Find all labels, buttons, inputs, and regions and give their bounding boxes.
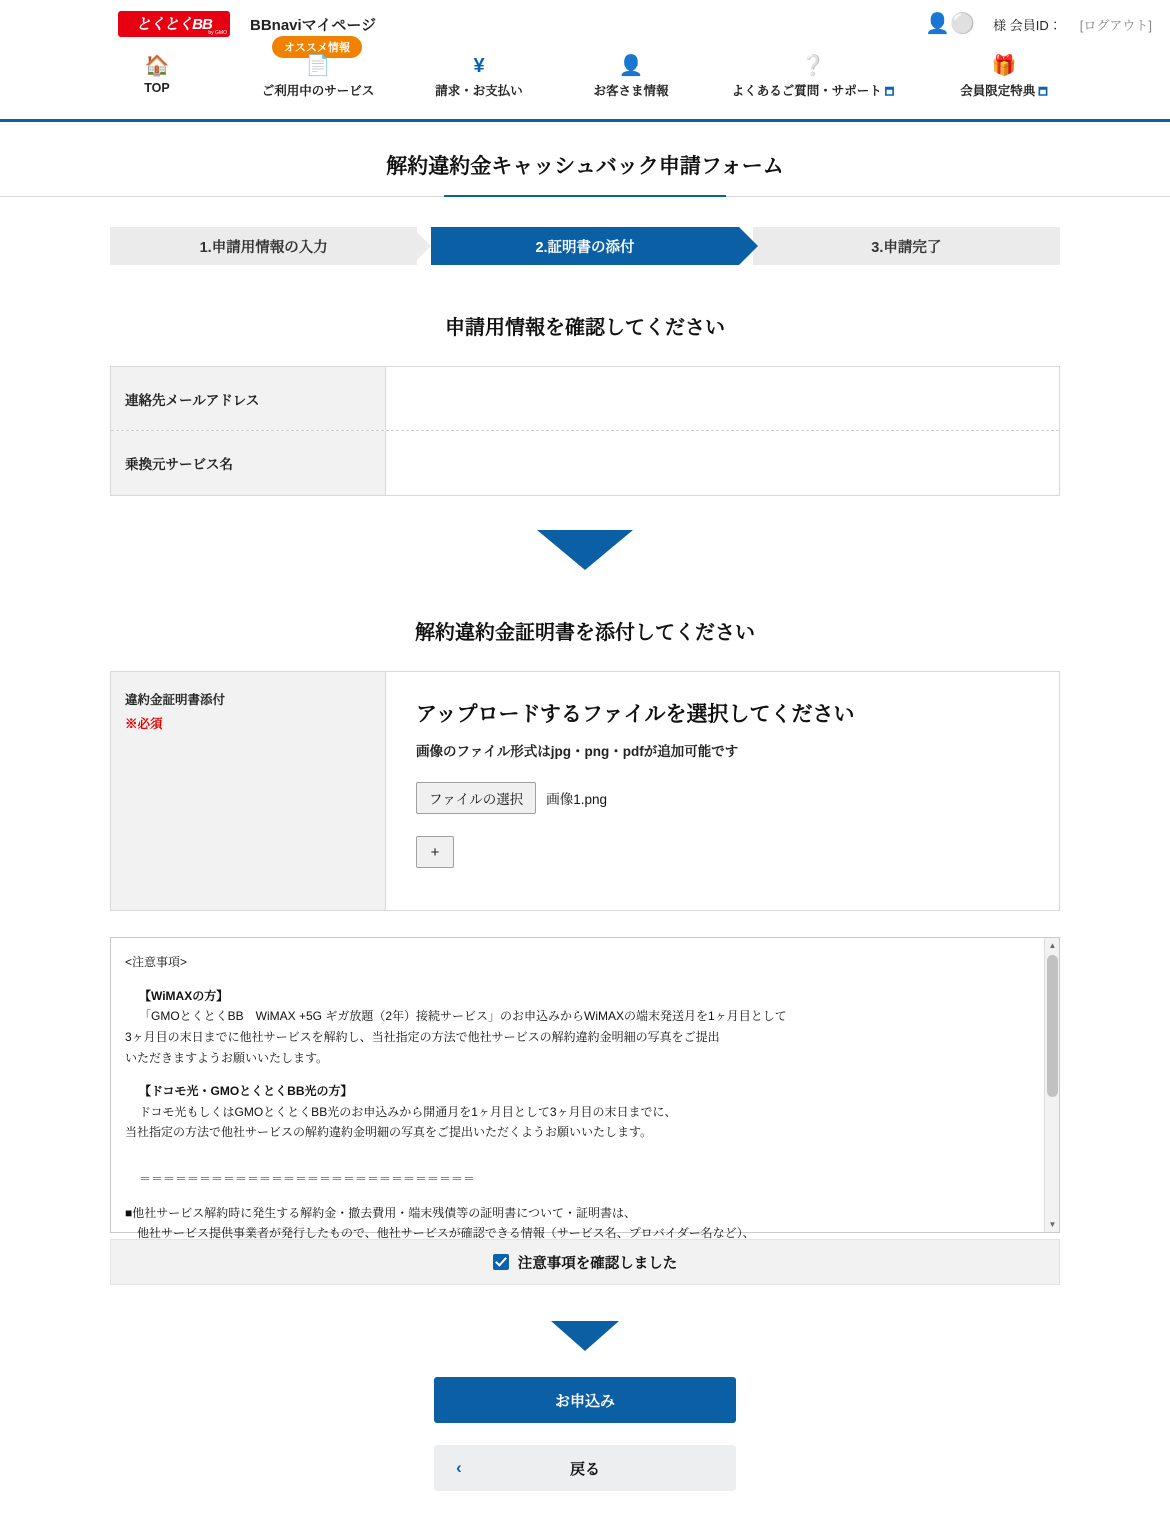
nav-label: TOP	[144, 81, 170, 95]
global-nav	[0, 42, 1170, 122]
nav-label: 会員限定特典 🗖	[960, 84, 1048, 98]
logout-link[interactable]: [ログアウト]	[1079, 17, 1152, 33]
osusume-badge: オススメ情報	[272, 36, 362, 58]
nav-item-billing[interactable]	[403, 48, 555, 119]
logo-subtext: by GMO	[208, 30, 227, 36]
notes-line: 当社指定の方法で他社サービスの解約違約金明細の写真をご提出いただくようお願いいたします。	[125, 1125, 653, 1140]
header-right	[925, 0, 1152, 48]
scroll-down-icon[interactable]: ▼	[1048, 1220, 1057, 1229]
notes-line: 他社サービス提供事業者が発行したもので、他社サービスが確認できる情報（サービス名、プロバイダー名など）、	[125, 1226, 755, 1241]
logo-text: とくとくBB	[136, 15, 212, 33]
confirm-section-heading: 申請用情報を確認してください	[445, 317, 725, 339]
row-label: 乗換元サービス名	[111, 431, 386, 495]
notes-confirm-label: 注意事項を確認しました	[517, 1255, 678, 1272]
table-row	[111, 431, 1059, 495]
notes-content	[111, 938, 1059, 1241]
submit-button[interactable]: お申込み	[434, 1377, 736, 1423]
scroll-up-icon[interactable]: ▲	[1048, 941, 1057, 950]
upload-heading: アップロードするファイルを選択してください	[416, 703, 855, 726]
nav-item-member-benefits[interactable]	[919, 48, 1089, 119]
user-circle-icon: 👤	[618, 55, 644, 77]
file-input-row	[416, 782, 1029, 814]
nav-label: お客さま情報	[593, 84, 669, 98]
nav-item-top[interactable]	[81, 48, 233, 119]
scrollbar-thumb[interactable]	[1047, 955, 1058, 1097]
notes-block-head: 【WiMAXの方】	[139, 988, 229, 1003]
notes-confirm-checkbox[interactable]	[493, 1254, 509, 1270]
page-title: 解約違約金キャッシュバック申請フォーム	[386, 155, 784, 178]
nav-label: よくあるご質問・サポート 🗖	[731, 84, 895, 98]
step-1: 1.申請用情報の入力	[110, 227, 417, 265]
notes-line: いただきますようお願いいたします。	[125, 1050, 329, 1065]
notes-confirm-bar[interactable]	[110, 1239, 1060, 1285]
row-value	[386, 431, 1059, 495]
nav-label: 請求・お支払い	[435, 84, 523, 98]
add-file-button[interactable]: +	[416, 836, 454, 868]
upload-section	[110, 671, 1060, 911]
gift-icon: 🎁	[991, 55, 1017, 77]
notes-title: <注意事項>	[125, 955, 188, 969]
notes-scrollbar[interactable]	[1044, 938, 1059, 1232]
step-3: 3.申請完了	[753, 227, 1060, 265]
upload-note: 画像のファイル形式はjpg・png・pdfが追加可能です	[416, 744, 739, 759]
nav-item-faq-support[interactable]	[707, 48, 919, 119]
application-info-table	[110, 366, 1060, 496]
chevron-left-icon: ‹	[456, 1458, 462, 1477]
site-title: BBnaviマイページ	[250, 16, 377, 34]
row-value	[386, 367, 1059, 430]
site-header	[0, 0, 1170, 48]
step-indicator	[110, 227, 1060, 265]
notes-line: ドコモ光もしくはGMOとくとくBB光のお申込みから開通月を1ヶ月目として3ヶ月目の末日までに、	[139, 1104, 677, 1119]
upload-body	[386, 672, 1059, 910]
table-row	[111, 367, 1059, 431]
choose-file-button[interactable]: ファイルの選択	[416, 782, 536, 814]
notes-scroll-area[interactable]	[110, 937, 1060, 1241]
back-button-label: 戻る	[569, 1460, 600, 1478]
question-circle-icon: ❔	[800, 55, 826, 77]
member-id-label: 様 会員ID：	[993, 17, 1062, 33]
notes-line: 3ヶ月目の末日までに他社サービスを解約し、当社指定の方法で他社サービスの解約違約金明細の写真をご提出	[125, 1029, 720, 1044]
notes-line: 「GMOとくとくBB WiMAX +5G ギガ放題（2年）接続サービス」のお申込みからWiMAXの端末発送月を1ヶ月目として	[139, 1009, 787, 1024]
logo[interactable]	[118, 11, 230, 37]
back-button[interactable]	[434, 1445, 736, 1491]
upload-row-label	[111, 672, 386, 910]
down-arrow-decoration-2	[551, 1321, 619, 1351]
page-title-area	[0, 122, 1170, 197]
user-circle-icon[interactable]: 👤⚪	[925, 13, 976, 35]
step-2: 2.証明書の添付	[431, 227, 738, 265]
upload-label-text: 違約金証明書添付	[125, 693, 226, 707]
attach-section-heading: 解約違約金証明書を添付してください	[415, 622, 755, 644]
notes-line: ■他社サービス解約時に発生する解約金・撤去費用・端末残債等の証明書について・証明書は、	[125, 1205, 637, 1220]
external-link-icon: 🗖	[1038, 87, 1048, 98]
nav-item-services[interactable]	[233, 48, 403, 119]
nav-label: ご利用中のサービス	[261, 84, 375, 98]
notes-block-head: 【ドコモ光・GMOとくとくBB光の方】	[139, 1084, 353, 1099]
selected-file-name: 画像1.png	[546, 792, 608, 807]
external-link-icon: 🗖	[884, 87, 895, 98]
home-icon: 🏠	[144, 55, 170, 77]
document-search-icon: 📄	[305, 55, 331, 77]
nav-item-customer-info[interactable]	[555, 48, 707, 119]
required-marker: ※必須	[125, 717, 163, 731]
yen-icon: ¥	[473, 55, 485, 77]
down-arrow-decoration	[537, 530, 633, 570]
notes-divider: ＝＝＝＝＝＝＝＝＝＝＝＝＝＝＝＝＝＝＝＝＝＝＝＝＝＝＝＝	[139, 1172, 476, 1186]
row-label: 連絡先メールアドレス	[111, 367, 386, 430]
